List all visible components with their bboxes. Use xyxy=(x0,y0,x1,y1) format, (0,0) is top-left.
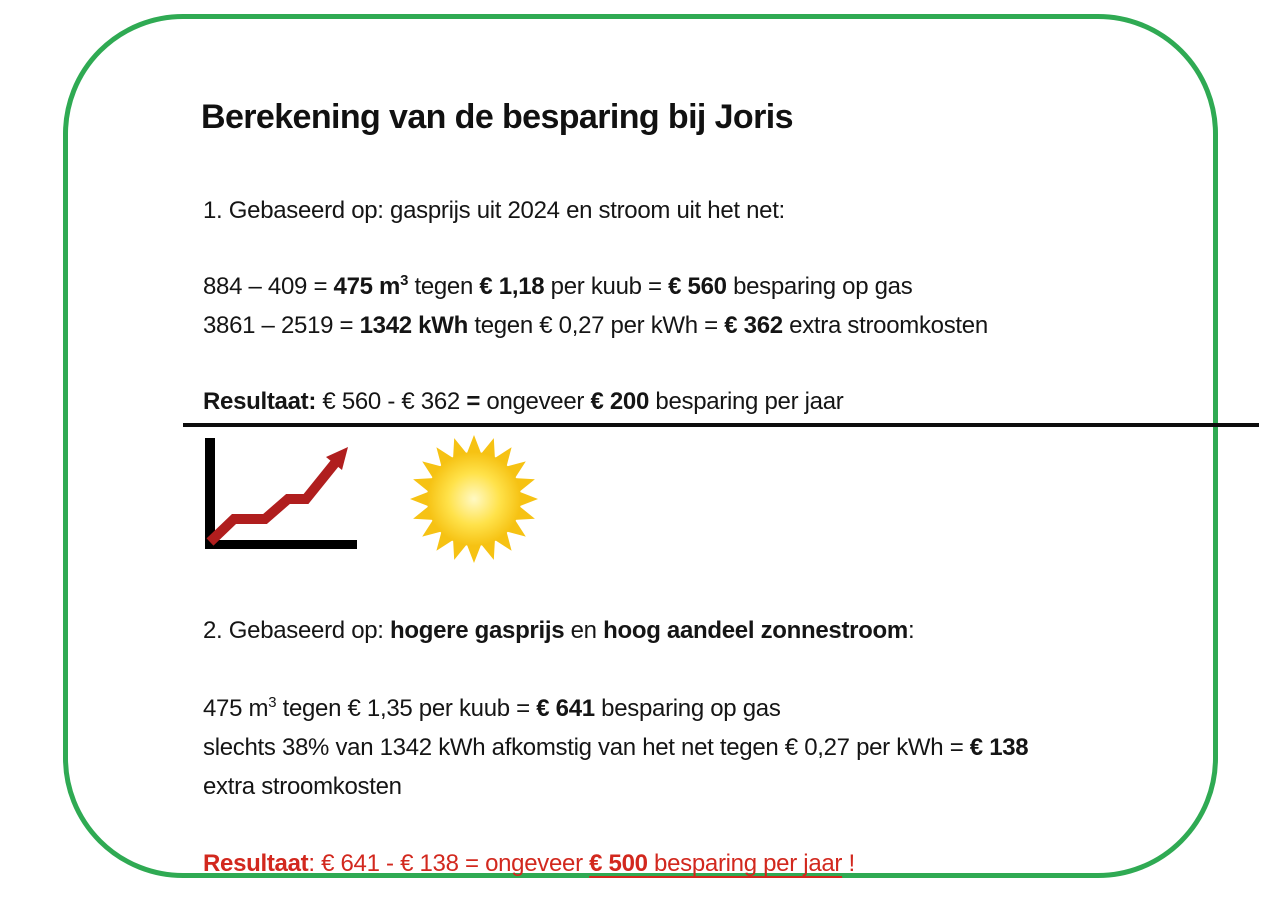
section2-result: Resultaat: € 641 - € 138 = ongeveer € 500 besparing per jaar ! xyxy=(203,850,855,877)
rising-line-chart-icon xyxy=(201,436,363,551)
green-frame xyxy=(63,14,1218,878)
section2-calc-gas: 475 $m^3$ tegen € 1,35 per kuub = € 641 besparing op gas xyxy=(203,695,781,722)
section2-calc-electricity-cont: extra stroomkosten xyxy=(203,773,402,800)
section1-result: Resultaat: € 560 - € 362 = ongeveer € 200 besparing per jaar xyxy=(203,388,844,415)
section1-heading: 1. Gebaseerd op: gasprijs uit 2024 en stroom uit het net: xyxy=(203,197,785,224)
sun-disc xyxy=(427,452,521,546)
page-title: Berekening van de besparing bij Joris xyxy=(201,97,793,136)
sun-icon xyxy=(409,434,539,564)
section2-calc-electricity: slechts 38% van 1342 kWh afkomstig van het net tegen € 0,27 per kWh = € 138 xyxy=(203,734,1029,761)
section1-calc-electricity: 3861 – 2519 = 1342 kWh tegen € 0,27 per kWh = € 362 extra stroomkosten xyxy=(203,312,988,339)
horizontal-divider xyxy=(183,423,1259,427)
section2-heading: 2. Gebaseerd op: hogere gasprijs en hoog aandeel zonnestroom: xyxy=(203,617,915,644)
section1-calc-gas: 884 – 409 = 475 $m^3$ tegen € 1,18 per kuub = € 560 besparing op gas xyxy=(203,273,913,300)
